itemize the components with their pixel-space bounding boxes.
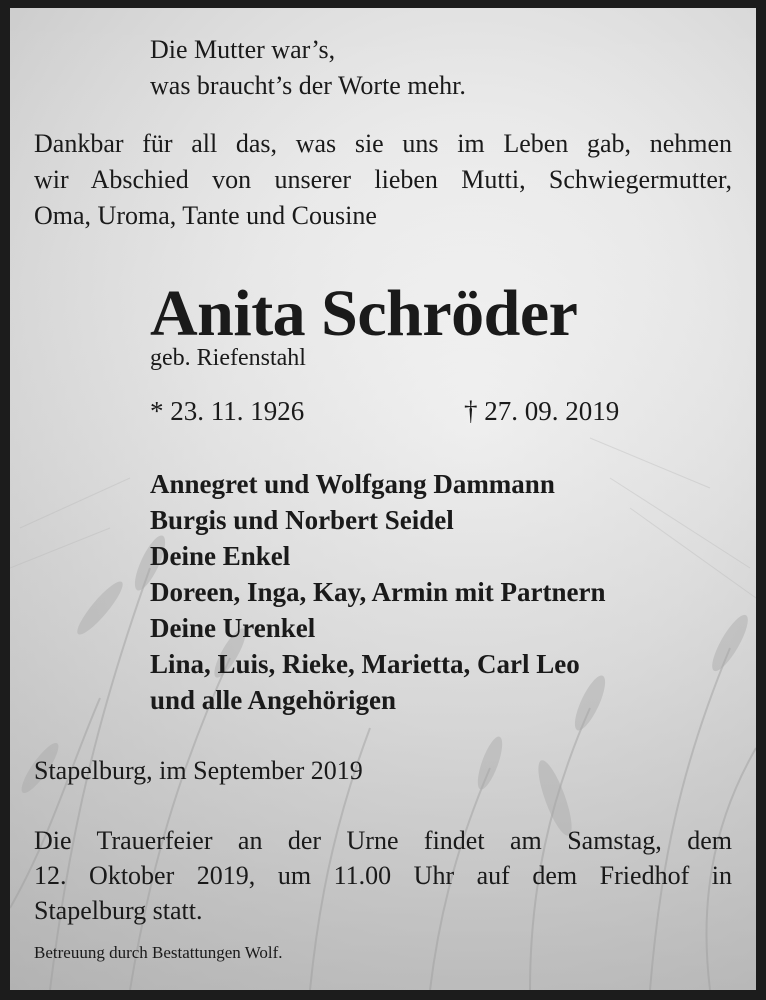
- ceremony-paragraph: [34, 823, 732, 928]
- poem-lines: [150, 32, 466, 104]
- ceremony-line: Stapelburg statt.: [34, 896, 203, 925]
- ceremony-line: 12. Oktober 2019, um 11.00 Uhr auf dem Friedhof in: [34, 861, 732, 890]
- mourners-list: [150, 466, 605, 718]
- mourner-line: Doreen, Inga, Kay, Armin mit Partnern: [150, 577, 606, 607]
- intro-line: wir Abschied von unserer lieben Mutti, Schwiegermutter,: [34, 165, 732, 194]
- mourner-line: Deine Urenkel: [150, 613, 316, 643]
- mourner-line: Lina, Luis, Rieke, Marietta, Carl Leo: [150, 649, 580, 679]
- ceremony-line: Die Trauerfeier an der Urne findet am Samstag, dem: [34, 826, 732, 855]
- intro-line: Oma, Uroma, Tante und Cousine: [34, 201, 377, 230]
- poem-line: Die Mutter war’s,: [150, 35, 336, 64]
- obituary-notice: [10, 8, 756, 990]
- intro-line: Dankbar für all das, was sie uns im Leben gab, nehmen: [34, 129, 732, 158]
- mourner-line: und alle Angehörigen: [150, 685, 397, 715]
- place-date: Stapelburg, im September 2019: [34, 756, 363, 785]
- deceased-name: Anita Schröder: [150, 277, 578, 350]
- birth-date: * 23. 11. 1926: [150, 396, 305, 426]
- funeral-home-credit: Betreuung durch Bestattungen Wolf.: [34, 943, 283, 962]
- mourner-line: Annegret und Wolfgang Dammann: [150, 469, 555, 499]
- mourner-line: Deine Enkel: [150, 541, 291, 571]
- death-date: † 27. 09. 2019: [464, 396, 620, 426]
- poem-line: was braucht’s der Worte mehr.: [150, 71, 466, 100]
- maiden-name: geb. Riefenstahl: [150, 345, 306, 371]
- mourner-line: Burgis und Norbert Seidel: [150, 505, 454, 535]
- intro-paragraph: [34, 126, 732, 234]
